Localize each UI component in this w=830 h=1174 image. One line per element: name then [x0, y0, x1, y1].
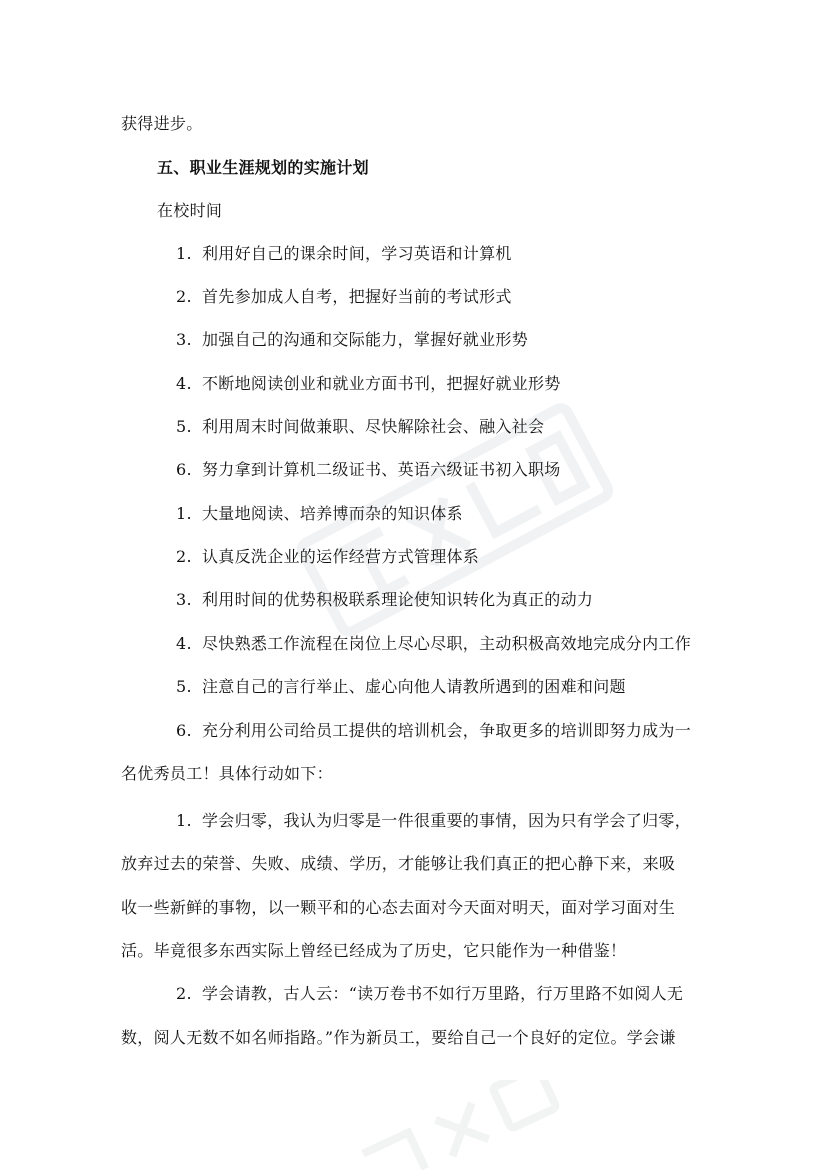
list-item-text: 不断地阅读创业和就业方面书刊，把握好就业形势 — [202, 374, 561, 393]
list-item-number: 1. — [176, 504, 192, 523]
list-item — [176, 286, 512, 308]
list-item-text: 注意自己的言行举止、虚心向他人请教所遇到的困难和问题 — [202, 677, 626, 696]
list-item-text: 利用时间的优势积极联系理论使知识转化为真正的动力 — [202, 590, 594, 609]
list-item-text: 利用好自己的课余时间，学习英语和计算机 — [202, 244, 512, 263]
list-item-number: 4. — [176, 374, 192, 393]
paragraph-text: 学会归零，我认为归零是一件很重要的事情，因为只有学会了归零， — [202, 811, 692, 830]
list-item — [176, 546, 479, 568]
list-item-text: 努力拿到计算机二级证书、英语六级证书初入职场 — [202, 460, 561, 479]
list-item-text: 利用周末时间做兼职、尽快解除社会、融入社会 — [202, 417, 545, 436]
list-item-number: 6. — [176, 721, 192, 740]
paragraph — [176, 983, 683, 1005]
paragraph-continuation: 获得进步。 — [121, 114, 203, 133]
paragraph-line: 数，阅人无数不如名师指路。”作为新员工，要给自己一个良好的定位。学会谦 — [121, 1028, 676, 1047]
list-item-text: 认真反洗企业的运作经营方式管理体系 — [202, 547, 480, 566]
list-item-number: 6. — [176, 460, 192, 479]
paragraph — [176, 810, 691, 832]
list-item-number: 3. — [176, 330, 192, 349]
paragraph-number: 2. — [176, 984, 192, 1003]
list-item-number: 2. — [176, 287, 192, 306]
paragraph-line: 收一些新鲜的事物，以一颗平和的心态去面对今天面对明天，面对学习面对生 — [121, 898, 676, 917]
list-item — [176, 676, 626, 698]
list-item-number: 3. — [176, 590, 192, 609]
list-item — [176, 720, 691, 742]
list-item-number: 2. — [176, 547, 192, 566]
list-item-number: 4. — [176, 634, 192, 653]
list-item — [176, 416, 544, 438]
list-item — [176, 503, 463, 525]
list-item-number: 5. — [176, 417, 192, 436]
list-item — [176, 329, 528, 351]
list-item-text: 大量地阅读、培养博而杂的知识体系 — [202, 504, 463, 523]
subsection-title: 在校时间 — [157, 201, 223, 220]
list-item — [176, 459, 561, 481]
paragraph-number: 1. — [176, 811, 192, 830]
list-item-text: 充分利用公司给员工提供的培训机会，争取更多的培训即努力成为一 — [202, 721, 692, 740]
watermark-corner-icon — [330, 1080, 590, 1170]
list-item-text: 尽快熟悉工作流程在岗位上尽心尽职，主动积极高效地完成分内工作 — [202, 634, 692, 653]
section-title: 五、职业生涯规划的实施计划 — [157, 158, 369, 177]
list-item-continuation: 名优秀员工！具体行动如下： — [121, 764, 333, 783]
list-item-number: 5. — [176, 677, 192, 696]
list-item-text: 首先参加成人自考，把握好当前的考试形式 — [202, 287, 512, 306]
paragraph-text: 学会请教，古人云：“读万卷书不如行万里路，行万里路不如阅人无 — [202, 984, 684, 1003]
list-item — [176, 633, 691, 655]
list-item — [176, 243, 512, 265]
paragraph-line: 放弃过去的荣誉、失败、成绩、学历，才能够让我们真正的把心静下来，来吸 — [121, 854, 676, 873]
paragraph-line: 活。毕竟很多东西实际上曾经已经成为了历史，它只能作为一种借鉴！ — [121, 941, 627, 960]
list-item-text: 加强自己的沟通和交际能力，掌握好就业形势 — [202, 330, 529, 349]
list-item-number: 1. — [176, 244, 192, 263]
list-item — [176, 589, 593, 611]
list-item — [176, 373, 561, 395]
